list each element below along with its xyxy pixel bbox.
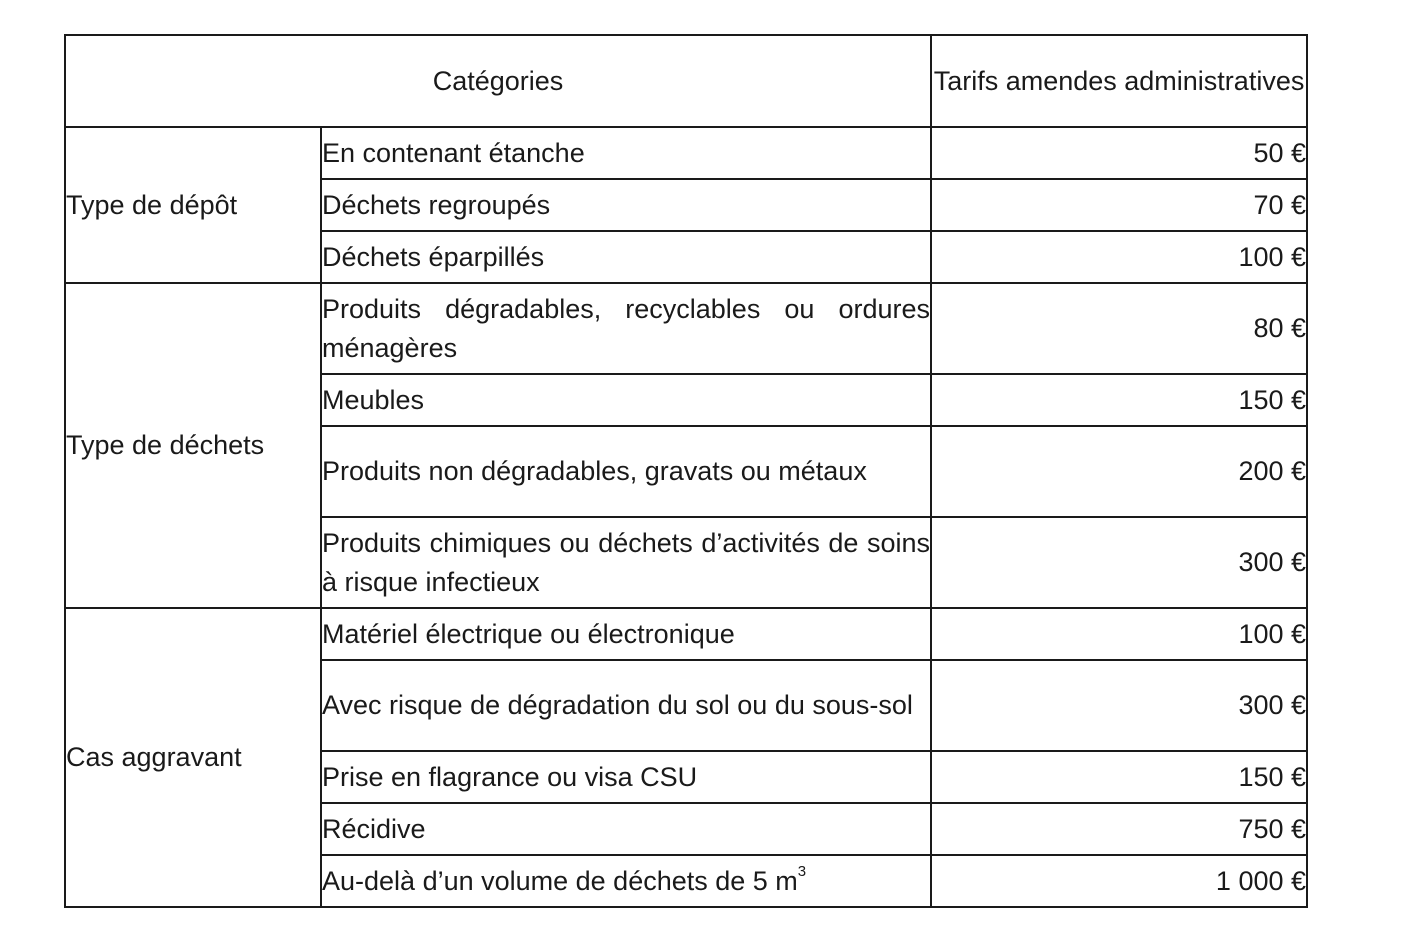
category-item: Produits chimiques ou déchets d’activités de soins à risque infectieux	[321, 517, 931, 608]
category-item: Déchets regroupés	[321, 179, 931, 231]
price-cell: 100 €	[931, 608, 1307, 660]
price-cell: 750 €	[931, 803, 1307, 855]
category-item: Déchets éparpillés	[321, 231, 931, 283]
price-cell: 300 €	[931, 517, 1307, 608]
price-cell: 150 €	[931, 751, 1307, 803]
superscript-exponent: 3	[797, 862, 807, 880]
price-cell: 200 €	[931, 426, 1307, 517]
header-tarifs: Tarifs amendes administratives	[931, 35, 1307, 127]
category-item: Produits dégradables, recyclables ou ordures ménagères	[321, 283, 931, 374]
group-label-type-depot: Type de dépôt	[65, 127, 321, 283]
table-row	[65, 127, 1307, 179]
category-item: En contenant étanche	[321, 127, 931, 179]
price-cell: 70 €	[931, 179, 1307, 231]
price-cell: 100 €	[931, 231, 1307, 283]
header-row	[65, 35, 1307, 127]
category-item: Prise en flagrance ou visa CSU	[321, 751, 931, 803]
category-item: Récidive	[321, 803, 931, 855]
price-cell: 150 €	[931, 374, 1307, 426]
category-item: Matériel électrique ou électronique	[321, 608, 931, 660]
fines-table	[64, 34, 1308, 908]
header-categories: Catégories	[65, 35, 931, 127]
price-cell: 50 €	[931, 127, 1307, 179]
category-item: Meubles	[321, 374, 931, 426]
price-cell: 1 000 €	[931, 855, 1307, 907]
table-row	[65, 283, 1307, 374]
category-item: Avec risque de dégradation du sol ou du sous-sol	[321, 660, 931, 751]
category-item	[321, 855, 931, 907]
group-label-type-dechets: Type de déchets	[65, 283, 321, 608]
group-label-cas-aggravant: Cas aggravant	[65, 608, 321, 907]
category-item: Produits non dégradables, gravats ou métaux	[321, 426, 931, 517]
category-item-text: Au-delà d’un volume de déchets de 5 m	[322, 865, 798, 896]
price-cell: 300 €	[931, 660, 1307, 751]
table-row	[65, 608, 1307, 660]
price-cell: 80 €	[931, 283, 1307, 374]
